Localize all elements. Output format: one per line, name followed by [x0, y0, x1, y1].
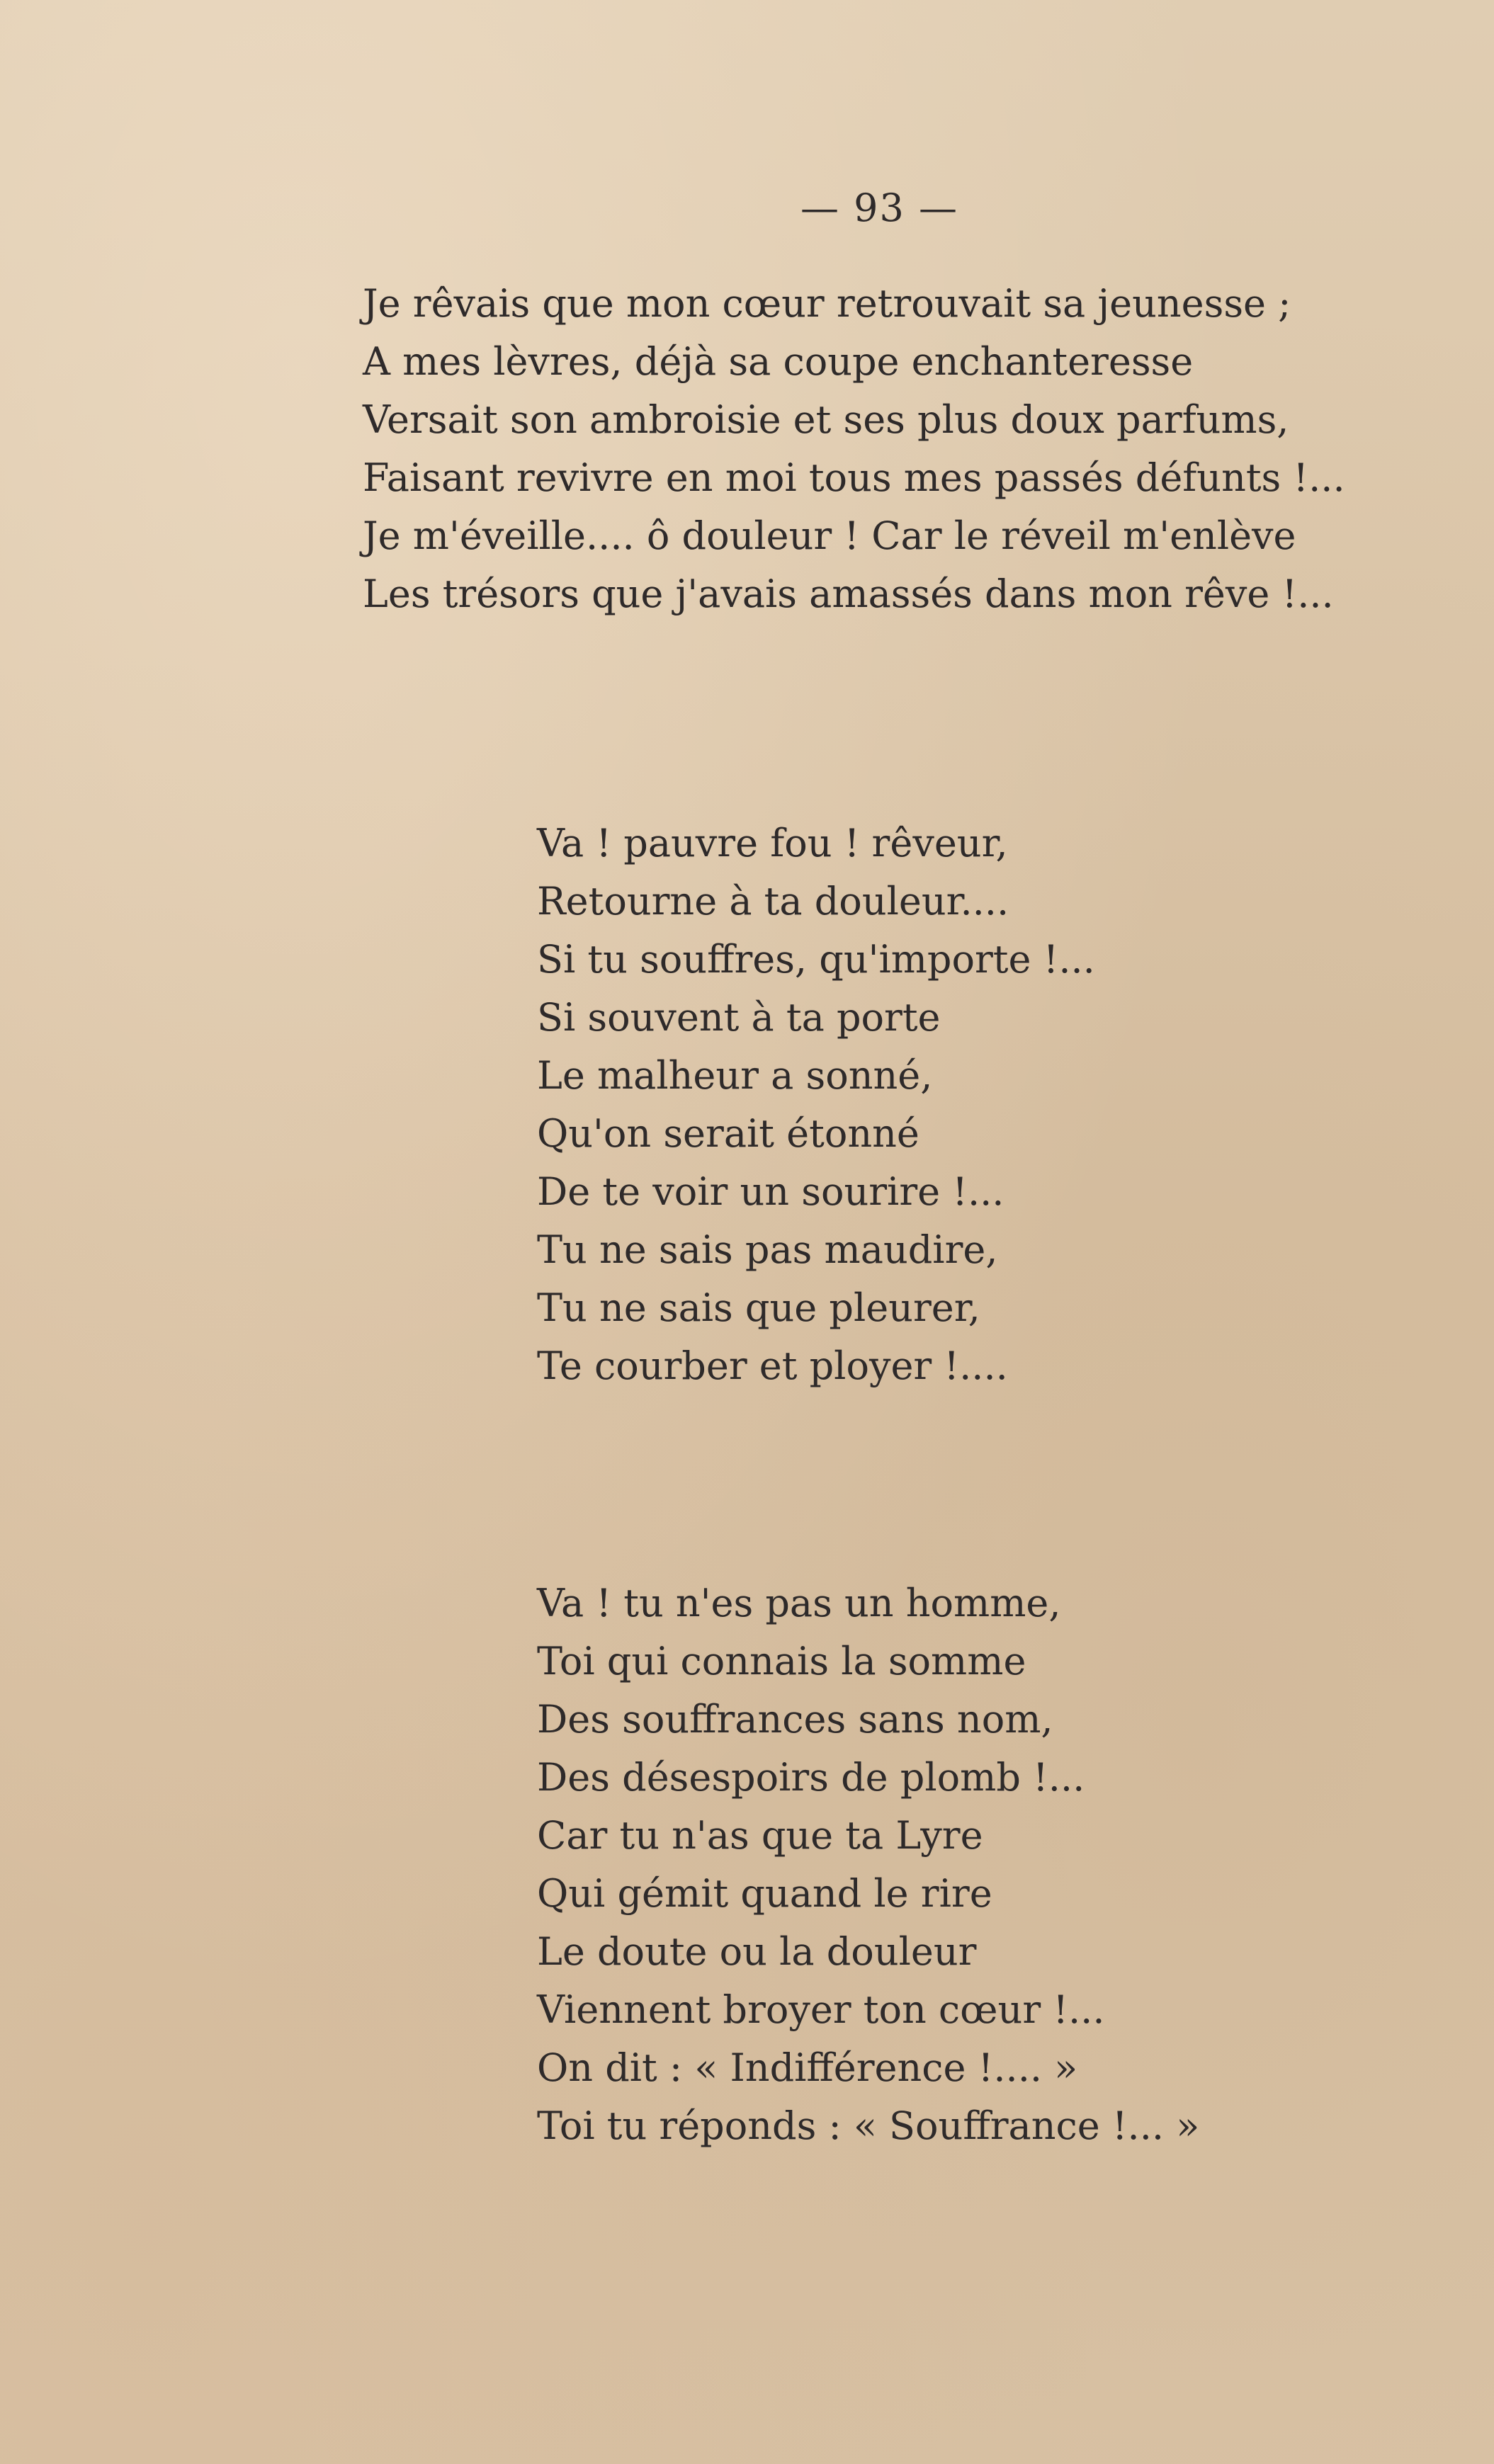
verse-line: De te voir un sourire !... — [537, 1169, 1005, 1214]
verse-line: Qu'on serait étonné — [537, 1111, 919, 1156]
verse-line: Retourne à ta douleur.... — [537, 879, 1009, 924]
verse-line: Car tu n'as que ta Lyre — [537, 1813, 983, 1858]
verse-line: Toi qui connais la somme — [537, 1639, 1026, 1684]
verse-line: Tu ne sais que pleurer, — [537, 1285, 980, 1330]
page-number: — 93 — — [800, 186, 959, 230]
verse-line: Si tu souffres, qu'importe !... — [537, 937, 1095, 982]
stanza-2 — [537, 814, 1095, 1395]
verse-line: Va ! pauvre fou ! rêveur, — [537, 821, 1008, 865]
verse-line: Les trésors que j'avais amassés dans mon rêve !... — [363, 572, 1334, 616]
stanza-3 — [537, 1574, 1199, 2155]
verse-line: Viennent broyer ton cœur !... — [537, 1987, 1105, 2032]
verse-line: Si souvent à ta porte — [537, 995, 941, 1040]
verse-line: Te courber et ployer !.... — [537, 1344, 1008, 1388]
verse-line: Toi tu réponds : « Souffrance !... » — [537, 2104, 1200, 2148]
verse-line: Va ! tu n'es pas un homme, — [537, 1581, 1061, 1625]
verse-line: Je m'éveille.... ô douleur ! Car le réveil m'enlève — [363, 513, 1296, 558]
verse-line: Le malheur a sonné, — [537, 1053, 933, 1098]
verse-line: Des désespoirs de plomb !... — [537, 1755, 1085, 1800]
verse-line: Faisant revivre en moi tous mes passés défunts !... — [363, 455, 1345, 500]
verse-line: Versait son ambroisie et ses plus doux parfums, — [363, 397, 1289, 442]
verse-line: Tu ne sais pas maudire, — [537, 1227, 998, 1272]
verse-line: Qui gémit quand le rire — [537, 1871, 992, 1916]
verse-line: A mes lèvres, déjà sa coupe enchanteresse — [363, 339, 1194, 384]
verse-line: Des souffrances sans nom, — [537, 1697, 1053, 1742]
verse-line: Je rêvais que mon cœur retrouvait sa jeunesse ; — [363, 281, 1291, 326]
verse-line: Le doute ou la douleur — [537, 1929, 977, 1974]
verse-line: On dit : « Indifférence !.... » — [537, 2045, 1078, 2090]
stanza-1 — [363, 275, 1345, 623]
